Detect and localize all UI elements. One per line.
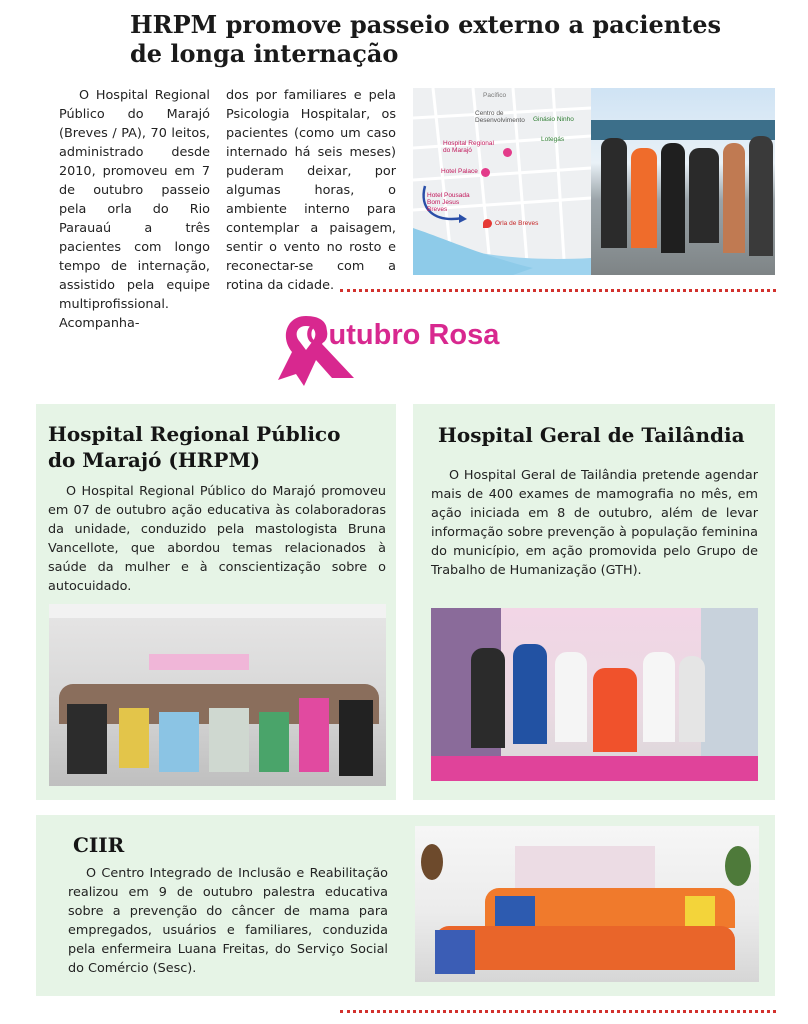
hospital-pin-icon — [503, 148, 512, 157]
hotel-palace-pin-icon — [481, 168, 490, 177]
section-divider — [340, 289, 776, 292]
article-column-1: O Hospital Regional Público do Marajó (Breves / PA), 70 leitos, administrado desde 2010, promoveu em 7 de outubro passeio pela orla do Rio Parauaú a três pacientes com longo tempo de internação, assistido pela equipe multiprofissional. Acompanha- — [59, 88, 210, 331]
hrpm-text: O Hospital Regional Público do Marajó promoveu em 07 de outubro ação educativa às colaboradoras da unidade, conduzido pela mastologista Bruna Vancellote, que abordou temas relacionados à saúde da mulher e à conscientização sobre o autocuidado. — [48, 484, 386, 594]
bottom-divider — [340, 1010, 776, 1013]
ciir-title: CIIR — [73, 833, 125, 857]
map-label-ginasio: Ginásio Ninho — [533, 116, 574, 123]
map-label-hospital: Hospital Regional do Marajó — [443, 140, 494, 154]
tailandia-group-photo — [431, 608, 758, 781]
hrpm-group-photo — [49, 604, 386, 786]
map-label-orla: Orla de Breves — [495, 220, 539, 227]
orla-pin-icon — [483, 219, 492, 228]
headline-line-1: HRPM promove passeio externo a pacientes — [130, 10, 722, 39]
map-image — [413, 88, 591, 275]
tailandia-text: O Hospital Geral de Tailândia pretende agendar mais de 400 exames de mamografia no mês, em ação iniciada em 8 de outubro, além de levar informação sobre prevenção à população feminina do município, em ação promovida pelo Grupo de Trabalho de Humanização (GTH). — [431, 468, 758, 578]
map-label-pacifico: Pacífico — [483, 92, 507, 99]
photo-people — [591, 120, 775, 140]
orla-group-photo — [591, 88, 775, 275]
map-label-hotel-bj: Hotel Pousada Bom Jesus Breves — [427, 192, 470, 213]
article-column-2: dos por familiares e pela Psicologia Hospitalar, os pacientes (como um caso internado há seis meses) puderam deixar, por algumas horas, o ambiente interno para contemplar a paisagem, sentir o vento no rosto e reconectar-se com a rotina da cidade. — [226, 88, 396, 293]
hrpm-title: Hospital Regional Público do Marajó (HRPM) — [48, 422, 341, 472]
tailandia-title: Hospital Geral de Tailândia — [438, 423, 745, 447]
ciir-text: O Centro Integrado de Inclusão e Reabilitação realizou em 9 de outubro palestra educativa sobre a prevenção do câncer de mama para empregados, usuários e familiares, conduzida pela enfermeira Luana Freitas, do Serviço Social do Comércio (Sesc). — [68, 866, 388, 976]
map-label-palace: Hotel Palace — [441, 168, 478, 175]
map-label-centro: Centro de Desenvolvimento — [475, 110, 525, 124]
article-headline — [130, 10, 770, 68]
headline-line-2: de longa internação — [130, 39, 399, 68]
outubro-rosa-logo-text: Outubro Rosa — [306, 319, 500, 351]
map-label-lotegas: Lotegás — [541, 136, 565, 143]
ciir-group-photo — [415, 826, 759, 982]
